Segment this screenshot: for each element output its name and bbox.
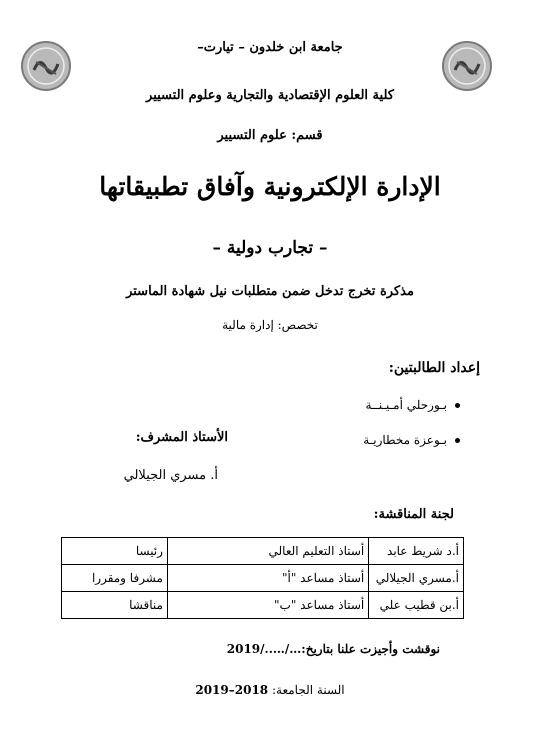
table-row [62, 538, 464, 565]
jury-name: أ.مسري الجيلالي [369, 565, 464, 592]
bullet-icon [455, 438, 460, 443]
jury-role: مناقشا [62, 592, 168, 619]
jury-heading: لجنة المناقشة: [373, 507, 454, 522]
thesis-subtitle: – تجارب دولية – [212, 238, 328, 258]
jury-rank: أستاذ مساعد "أ" [167, 565, 368, 592]
jury-name: أ.د شريط عابد [369, 538, 464, 565]
defense-date: نوقشت وأجيزت علنا بتاريخ:…/…../2019 [226, 642, 440, 656]
supervisor-heading: الأستاذ المشرف: [135, 430, 228, 445]
jury-role: رئيسا [62, 538, 168, 565]
university-name: جامعة ابن خلدون – تيارت– [197, 40, 343, 55]
thesis-title: الإدارة الإلكترونية وآفاق تطبيقاتها [99, 172, 441, 201]
academic-year-label: السنة الجامعة: [271, 683, 345, 697]
department-name: قسم: علوم التسيير [217, 128, 323, 143]
table-row [62, 592, 464, 619]
table-row [62, 565, 464, 592]
jury-rank: أستاذ التعليم العالي [167, 538, 368, 565]
memo-description: مذكرة تخرج تدخل ضمن متطلبات نيل شهادة الماستر [126, 284, 414, 299]
jury-rank: أستاذ مساعد "ب" [167, 592, 368, 619]
student-item: بـورحلي أمـيـنــة [365, 398, 460, 412]
supervisor-name: أ. مسري الجيلالي [123, 468, 218, 483]
student-item: بـوعزة مخطاريـة [363, 433, 460, 447]
jury-role: مشرفا ومقررا [62, 565, 168, 592]
academic-year-value: 2018–2019 [195, 683, 269, 697]
students-heading: إعداد الطالبتين: [388, 360, 480, 376]
jury-table [61, 537, 464, 619]
academic-year [0, 683, 540, 697]
specialty: تخصص: إدارة مالية [222, 318, 318, 332]
faculty-name: كلية العلوم الإقتصادية والتجارية وعلوم التسيير [146, 88, 394, 103]
bullet-icon [455, 403, 460, 408]
jury-name: أ.بن قطيب علي [369, 592, 464, 619]
